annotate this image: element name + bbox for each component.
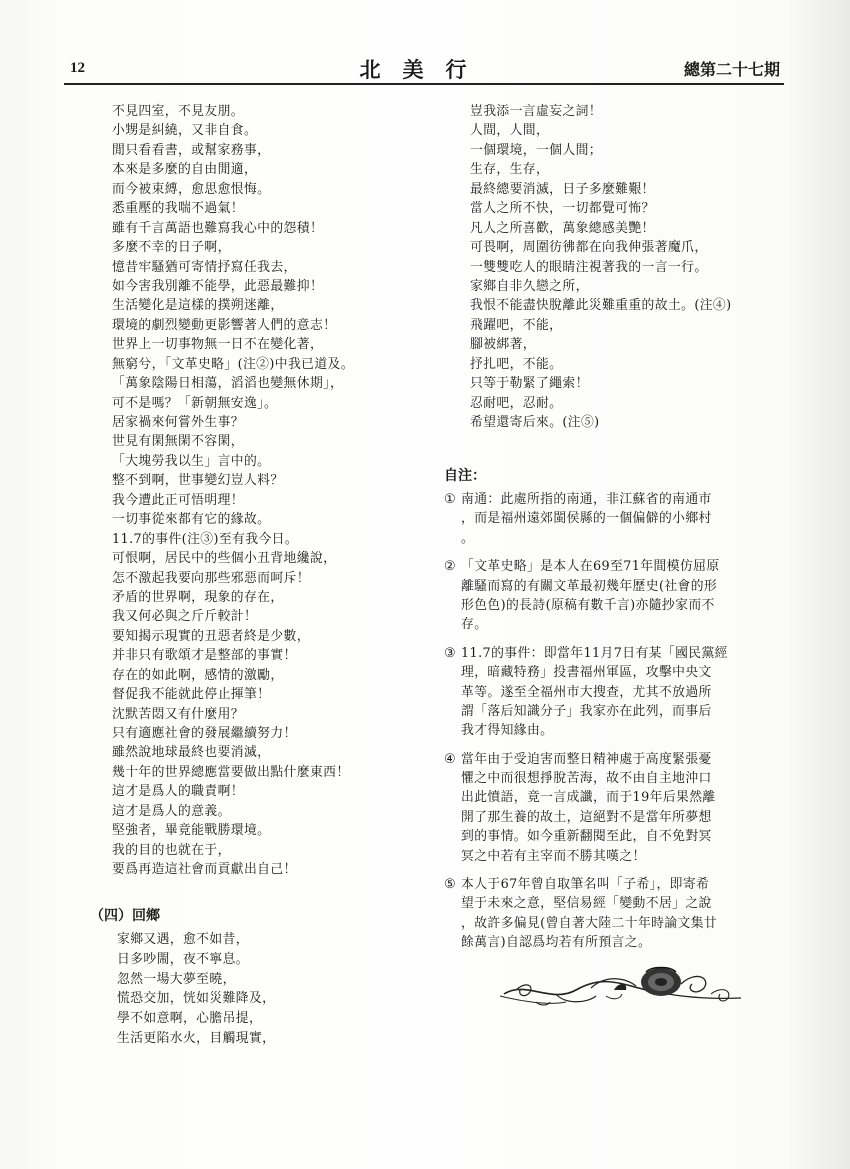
poem-line: 可畏啊，周圍彷彿都在向我伸張著魔爪， — [470, 240, 708, 256]
note-number: ② — [444, 559, 456, 575]
poem-line: 要知揭示現實的丑惡者終是少數， — [112, 628, 310, 644]
poem-line: 本來是多麼的自由閒適， — [112, 162, 258, 178]
poem-line: 日多吵閙，夜不寧息。 — [117, 951, 249, 967]
note-number: ④ — [444, 751, 456, 767]
header-rule — [64, 83, 784, 85]
note-item — [444, 557, 789, 635]
note-line: 「文革史略」是本人在69至71年間模仿屈原 — [461, 559, 720, 575]
poem-line: 「大塊勞我以生」言中的。 — [112, 453, 271, 469]
poem-line: 矛盾的世界啊，現象的存在， — [112, 589, 284, 605]
poem-line: 我今遭此正可悟明理！ — [112, 492, 244, 508]
poem-line: 生活變化是這樣的撲朔迷離， — [112, 298, 284, 314]
poem-line: 慌恐交加，恍如災難降及， — [117, 991, 276, 1007]
poem-line: 一個環境，一個人間； — [470, 142, 602, 158]
poem-line: 整不到啊，世事變幻豈人料？ — [112, 473, 284, 489]
poem-line: 幾十年的世界總應當要做出點什麼東西！ — [112, 764, 350, 780]
note-line: 我才得知緣由。 — [461, 723, 554, 739]
poem-line: 督促我不能就此停止揮筆！ — [112, 687, 271, 703]
poem-line: 環境的劇烈變動更影響著人們的意志！ — [112, 317, 337, 333]
poem-line: 飛躍吧，不能， — [470, 317, 563, 333]
poem-line: 「萬象陰陽日相蕩，滔滔也變無休期」， — [112, 376, 344, 392]
poem-line: 可恨啊，居民中的些個小丑背地纔說， — [112, 551, 337, 567]
poem-line: 居家禍來何嘗外生事？ — [112, 415, 244, 430]
poem-line: 忍耐吧，忍耐。 — [470, 395, 563, 411]
note-line: 謂「落后知識分子」我家亦在此列，而事后 — [461, 703, 712, 719]
poem-column-right — [470, 102, 800, 432]
poem-line: 小甥是糾繞，又非自食。 — [112, 123, 258, 139]
poem-line: 只等于勒緊了繩索！ — [470, 376, 589, 392]
poem-line: 學不如意啊，心膽吊提， — [117, 1011, 263, 1027]
page-number: 12 — [70, 60, 85, 76]
poem-line: 雖然說地球最終也要消滅， — [112, 745, 271, 761]
poem-line: 11.7的事件(注③)至有我今日。 — [112, 531, 299, 547]
poem-line: 這才是爲人的意義。 — [112, 803, 231, 819]
note-line: 南通：此處所指的南通，非江蘇省的南通市 — [461, 492, 712, 507]
poem-column-left-continued — [117, 930, 437, 1049]
note-line: 出此憤語，竟一言成讖，而于19年后果然離 — [461, 790, 716, 806]
poem-line: 世界上一切事物無一日不在變化著， — [112, 337, 324, 353]
poem-line: 閒只看看書，或幫家務事， — [112, 142, 271, 158]
note-line: 餘萬言)自認爲均若有所預言之。 — [461, 935, 652, 951]
poem-line: 抒扎吧，不能。 — [470, 356, 563, 372]
note-line: 懼之中而很想掙脫苦海，故不由自主地沖口 — [461, 771, 712, 787]
poem-line: 堅強者，畢竟能戰勝環境。 — [112, 823, 271, 839]
note-number: ⑤ — [444, 877, 456, 893]
note-body — [461, 557, 789, 635]
poem-line: 家鄉又遇，愈不如昔， — [117, 932, 249, 947]
poem-line: 無窮兮，「文革史略」(注②)中我已道及。 — [112, 356, 354, 372]
note-line: 冥之中若有主宰而不勝其嘆之！ — [461, 848, 646, 864]
poem-line: 存在的如此啊，感情的激勵， — [112, 667, 284, 683]
section-heading: （四）回鄉 — [90, 908, 160, 924]
magazine-title: 北美行 — [359, 57, 489, 82]
note-line: 革等。遂至全福州市大搜查，尤其不放過所 — [461, 684, 712, 700]
poem-line: 這才是爲人的職責啊！ — [112, 784, 244, 800]
note-line: 。 — [461, 530, 475, 546]
note-body — [461, 644, 789, 741]
poem-line: 多麼不幸的日子啊， — [112, 240, 231, 256]
note-line: 形色色)的長詩(原稿有數千言)亦隨抄家而不 — [461, 597, 715, 613]
note-item — [444, 490, 789, 548]
poem-line: 只有適應社會的發展繼續努力！ — [112, 726, 297, 741]
note-body — [461, 490, 789, 548]
poem-line: 并非只有歌頌才是整部的事實！ — [112, 648, 297, 664]
note-line: 開了那生養的故土，這絕對不是當年所夢想 — [461, 809, 712, 825]
poem-line: 腳被綁著， — [470, 337, 536, 353]
poem-line: 悉重壓的我喘不過氣！ — [112, 201, 244, 217]
poem-line: 一切事從來都有它的緣故。 — [112, 512, 271, 528]
poem-line: 世見有閑無閑不容閑， — [112, 434, 244, 450]
poem-line: 我恨不能盡快脫離此災難重重的故土。(注④) — [470, 298, 732, 314]
note-line: 離騷而寫的有關文革最初幾年歷史(社會的形 — [461, 578, 718, 594]
note-number: ③ — [444, 645, 456, 661]
author-notes — [444, 490, 789, 962]
note-item — [444, 644, 789, 741]
poem-line: 一雙雙吃人的眼睛注視著我的一言一行。 — [470, 259, 708, 275]
issue-number: 總第二十七期 — [683, 60, 780, 79]
notes-title: 自注： — [444, 468, 486, 484]
note-line: 當年由于受迫害而整日精神處于高度緊張憂 — [461, 751, 712, 767]
poem-line: 生活更陷水火，目觸現實， — [117, 1030, 276, 1046]
poem-line: 忽然一場大夢至曉， — [117, 971, 236, 987]
poem-line: 我的目的也就在于， — [112, 842, 231, 858]
note-body — [461, 750, 789, 866]
poem-line: 憶昔牢騷猶可寄情抒寫任我去， — [112, 259, 297, 275]
poem-line: 可不是嗎？「新朝無安逸」。 — [112, 395, 278, 411]
poem-line: 我又何必與之斤斤較計！ — [112, 609, 258, 625]
poem-line: 最終總要消滅，日子多麼難艱！ — [470, 181, 655, 197]
note-line: ，而是福州遠郊閩侯縣的一個偏僻的小鄉村 — [461, 511, 712, 527]
note-body — [461, 875, 789, 953]
poem-line: 沈默苦悶又有什麼用？ — [112, 706, 244, 722]
note-line: 理，暗藏特務」投書福州軍區，攻擊中央文 — [461, 665, 712, 681]
poem-line: 當人之所不快，一切都覺可怖？ — [470, 201, 655, 217]
poem-line: 要爲再造這社會而貢獻出自己！ — [112, 862, 297, 878]
poem-line: 凡人之所喜歡，萬象總感美艷！ — [470, 220, 655, 236]
floral-vine-ornament-icon — [496, 960, 746, 1010]
note-line: 本人于67年曾自取筆名叫「子希」，即寄希 — [461, 877, 710, 893]
note-number: ① — [444, 492, 456, 507]
note-line: ，故許多偏見(曾自著大陸二十年時論文集廿 — [461, 915, 718, 931]
poem-line: 生存，生存， — [470, 162, 550, 178]
page-header — [64, 58, 784, 84]
poem-line: 如今害我別離不能學，此惡最難抑！ — [112, 278, 324, 294]
poem-line: 而今被束縛，愈思愈恨悔。 — [112, 181, 271, 197]
poem-line: 豈我添一言虛妄之詞！ — [470, 104, 602, 119]
note-line: 存。 — [461, 617, 488, 633]
poem-line: 怎不激起我要向那些邪惡而呵斥！ — [112, 570, 310, 586]
note-line: 11.7的事件：即當年11月7日有某「國民黨經 — [461, 645, 728, 661]
poem-column-left — [112, 102, 432, 880]
note-item — [444, 875, 789, 953]
note-line: 到的事情。如今重新翻閱至此，自不免對冥 — [461, 829, 712, 845]
poem-line: 不見四室，不見友朋。 — [112, 104, 244, 119]
poem-line: 希望還寄后來。(注⑤) — [470, 415, 600, 430]
poem-line: 人間，人間， — [470, 123, 550, 139]
poem-line: 家鄉自非久戀之所， — [470, 278, 589, 294]
note-item — [444, 750, 789, 866]
note-line: 望于未來之意，堅信易經「變動不居」之說 — [461, 896, 712, 912]
poem-line: 雖有千言萬語也難寫我心中的怨積！ — [112, 220, 324, 236]
